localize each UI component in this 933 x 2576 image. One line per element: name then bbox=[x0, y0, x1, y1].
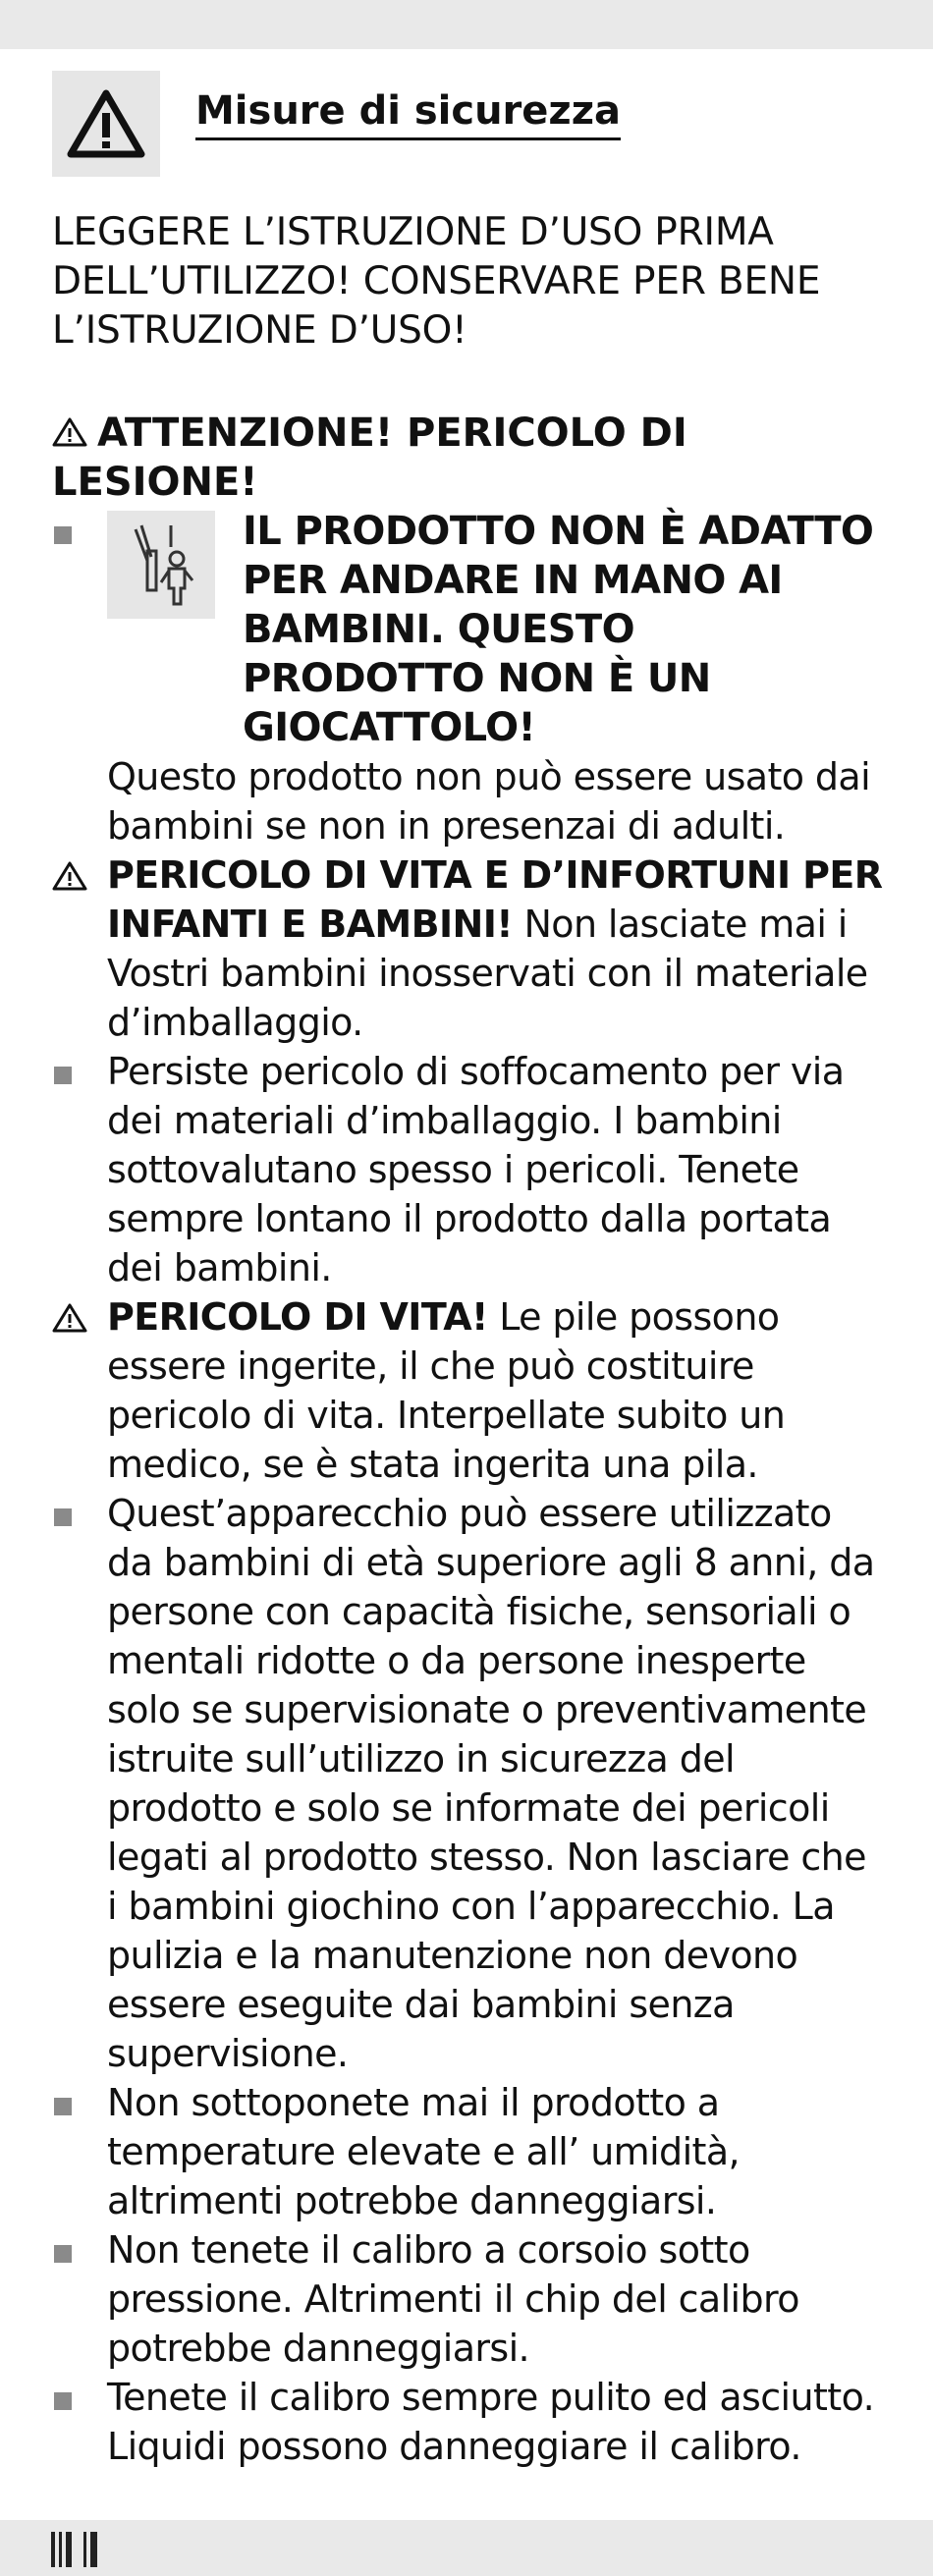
item-text: Quest’apparecchio può essere utilizzato da bambini di età superiore agli 8 anni, da persone con capacità fisiche, sensoriali o mentali ridotte o da persone inesperte solo se supervisionate o preventivamente istruite sull’utilizzo in sicurezza del prodotto e solo se informate dei pericoli legati al prodotto stesso. Non lasciare che i bambini giochino con l’apparecchio. La pulizia e la manutenzione non devono essere eseguite dai bambini senza supervisione. bbox=[107, 1492, 875, 2075]
list-item bbox=[52, 2373, 887, 2471]
square-bullet-icon bbox=[54, 2245, 72, 2263]
intro-text: LEGGERE L’ISTRUZIONE D’USO PRIMA DELL’UTILIZZO! CONSERVARE PER BENE L’ISTRUZIONE D’USO! bbox=[52, 210, 821, 353]
item-text: Le pile possono essere ingerite, il che può costituire pericolo di vita. Interpellate subito un medico, se è stata ingerita una pila. bbox=[107, 1295, 786, 1486]
list-item bbox=[52, 2225, 887, 2373]
item-text: Non lasciate mai i Vostri bambini inosservati con il materiale d’imballaggio. bbox=[107, 903, 868, 1044]
list-item bbox=[52, 507, 887, 850]
square-bullet-icon bbox=[54, 1067, 72, 1084]
child-hazard-icon bbox=[107, 511, 215, 619]
item-text: Persiste pericolo di soffocamento per via dei materiali d’imballaggio. I bambini sottovalutano spesso i pericoli. Tenete sempre lontano il prodotto dalla portata dei bambini. bbox=[107, 1050, 845, 1289]
square-bullet-icon bbox=[54, 2392, 72, 2410]
item-text: Non tenete il calibro a corsoio sotto pressione. Altrimenti il chip del calibro potrebbe danneggiarsi. bbox=[107, 2228, 799, 2370]
warning-small-icon bbox=[52, 1302, 87, 1334]
section-header bbox=[52, 71, 887, 177]
list-item bbox=[52, 1292, 887, 1489]
item-text: Tenete il calibro sempre pulito ed asciutto. Liquidi possono danneggiare il calibro. bbox=[107, 2376, 875, 2468]
warning-small-icon bbox=[52, 860, 87, 892]
top-gray-bar bbox=[0, 0, 933, 49]
warning-small-icon bbox=[52, 416, 87, 448]
item-bold-text: IL PRODOTTO NON È ADATTO PER ANDARE IN MANO AI BAMBINI. QUESTO PRODOTTO NON È UN GIOCATTOLO! bbox=[243, 509, 874, 750]
bottom-gray-bar bbox=[0, 2520, 933, 2576]
attention-heading bbox=[52, 409, 887, 507]
list-item bbox=[52, 1489, 887, 2078]
item-bold-text: PERICOLO DI VITA E D’INFORTUNI PER INFANTI E BAMBINI! bbox=[107, 853, 883, 946]
safety-list bbox=[52, 507, 887, 2471]
square-bullet-icon bbox=[54, 1508, 72, 1526]
list-item bbox=[52, 2078, 887, 2225]
list-item bbox=[52, 850, 887, 1047]
square-bullet-icon bbox=[54, 526, 72, 544]
attention-text: ATTENZIONE! PERICOLO DI LESIONE! bbox=[52, 411, 687, 505]
item-bold-text: PERICOLO DI VITA! bbox=[107, 1295, 488, 1339]
barcode-icon bbox=[51, 2532, 97, 2567]
warning-triangle-icon bbox=[52, 71, 160, 177]
square-bullet-icon bbox=[54, 2098, 72, 2115]
item-text: Questo prodotto non può essere usato dai bambini se non in presenzai di adulti. bbox=[107, 755, 871, 848]
item-text: Non sottoponete mai il prodotto a temperature elevate e all’ umidità, altrimenti potrebbe danneggiarsi. bbox=[107, 2081, 741, 2222]
list-item bbox=[52, 1047, 887, 1292]
section-title: Misure di sicurezza bbox=[195, 88, 621, 140]
safety-section bbox=[52, 71, 887, 2471]
